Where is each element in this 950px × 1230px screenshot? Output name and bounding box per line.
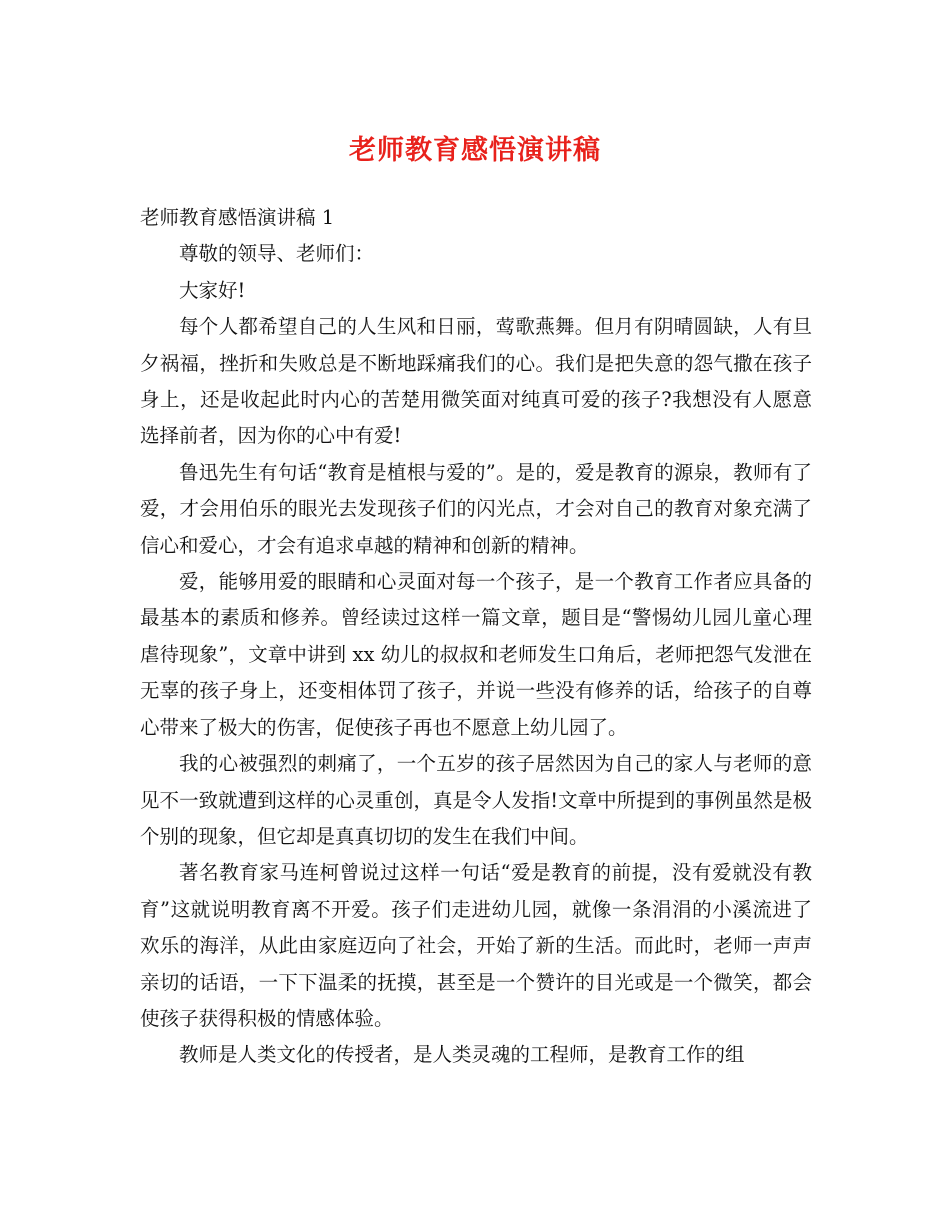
document-body xyxy=(140,200,812,1074)
paragraph: 每个人都希望自己的人生风和日丽，莺歌燕舞。但月有阴晴圆缺，人有旦夕祸福，挫折和失败总是不断地踩痛我们的心。我们是把失意的怨气撒在孩子身上，还是收起此时内心的苦楚用微笑面对纯真可爱的孩子?我想没有人愿意选择前者，因为你的心中有爱! xyxy=(140,315,812,448)
section-heading: 老师教育感悟演讲稿 1 xyxy=(140,206,335,229)
paragraph: 我的心被强烈的刺痛了，一个五岁的孩子居然因为自己的家人与老师的意见不一致就遭到这样的心灵重创，真是令人发指!文章中所提到的事例虽然是极个别的现象，但它却是真真切切的发生在我们中间。 xyxy=(140,752,812,848)
salutation: 尊敬的领导、老师们： xyxy=(179,242,375,266)
paragraph: 爱，能够用爱的眼睛和心灵面对每一个孩子，是一个教育工作者应具备的最基本的素质和修养。曾经读过这样一篇文章，题目是“警惕幼儿园儿童心理虐待现象”，文章中讲到 xx 幼儿的叔叔和老师发生口角后，老师把怨气发泄在无辜的孩子身上，还变相体罚了孩子，并说一些没有修养的话，给孩子的自尊心带来了极大的伤害，促使孩子再也不愿意上幼儿园了。 xyxy=(140,570,812,739)
paragraph: 著名教育家马连柯曾说过这样一句话“爱是教育的前提，没有爱就没有教育”这就说明教育离不开爱。孩子们走进幼儿园，就像一条涓涓的小溪流进了欢乐的海洋，从此由家庭迈向了社会，开始了新的生活。而此时，老师一声声亲切的话语，一下下温柔的抚摸，甚至是一个赞许的目光或是一个微笑，都会使孩子获得积极的情感体验。 xyxy=(140,861,812,1030)
paragraph: 教师是人类文化的传授者，是人类灵魂的工程师，是教育工作的组 xyxy=(179,1043,745,1067)
greeting: 大家好! xyxy=(179,278,246,302)
document-title: 老师教育感悟演讲稿 xyxy=(349,135,601,166)
paragraph: 鲁迅先生有句话“教育是植根与爱的”。是的，爱是教育的源泉，教师有了爱，才会用伯乐的眼光去发现孩子们的闪光点，才会对自己的教育对象充满了信心和爱心，才会有追求卓越的精神和创新的精神。 xyxy=(140,460,812,557)
